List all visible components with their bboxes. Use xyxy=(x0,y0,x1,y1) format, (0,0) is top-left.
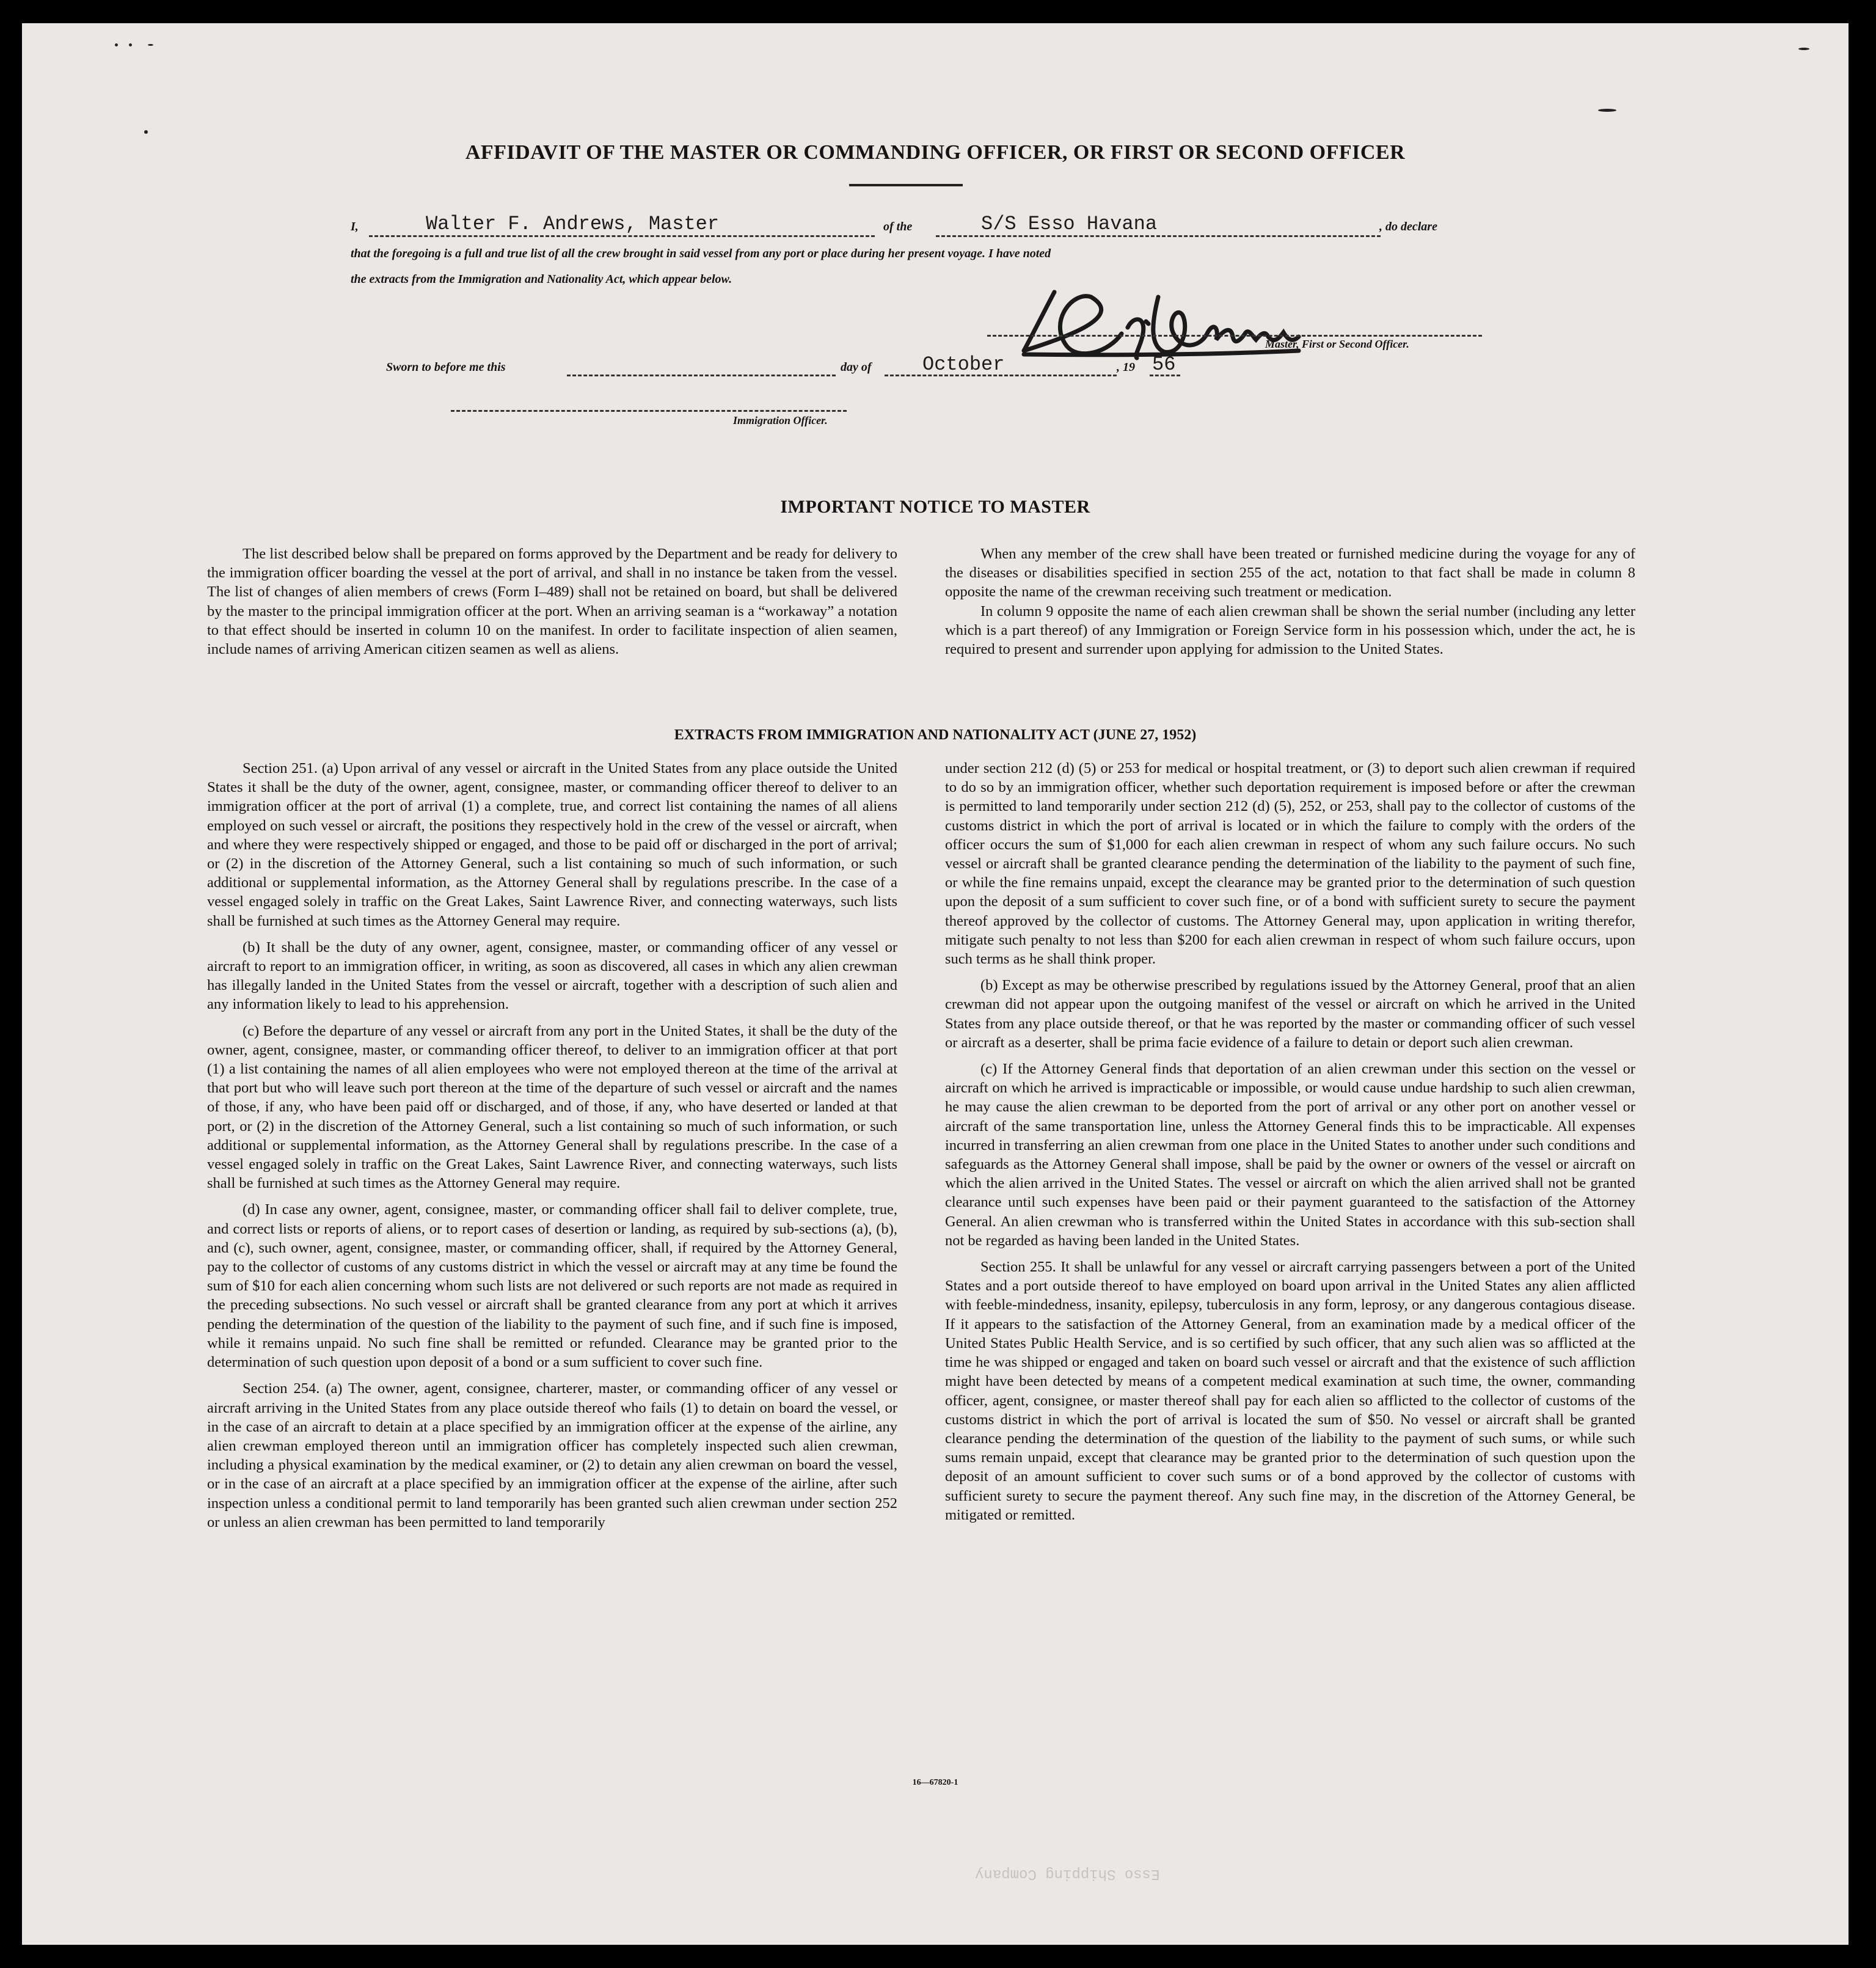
day-of-label: day of xyxy=(841,360,872,374)
scan-speck xyxy=(1798,48,1809,50)
notice-right-column xyxy=(945,544,1635,659)
declaration-line-1: that the foregoing is a full and true list of all the crew brought in said vessel from any port or place during her present voyage. I have noted xyxy=(351,247,1051,260)
year-prefix: , 19 xyxy=(1117,360,1135,374)
notice-title: IMPORTANT NOTICE TO MASTER xyxy=(780,497,1090,517)
notice-paragraph: When any member of the crew shall have been treated or furnished medicine during the voyage for any of the diseases or disabilities specified in section 255 of the act, notation to that fact shall be made in column 8 opposite the name of the crewman receiving such treatment or medication. xyxy=(945,546,1635,601)
section-251b: (b) It shall be the duty of any owner, agent, consignee, master, or commanding officer of any vessel or aircraft to report to an immigration officer, in writing, as soon as discovered, all cases in which any alien crewman has illegally landed in the United States from the vessel or aircraft, together with a description of such alien and any information likely to lead to his apprehension. xyxy=(207,938,897,1013)
name-line xyxy=(369,235,875,237)
do-declare-label: , do declare xyxy=(1379,220,1437,233)
vessel-name: S/S Esso Havana xyxy=(981,213,1158,235)
sworn-day-line xyxy=(567,375,836,376)
extracts-right-column xyxy=(945,759,1635,1524)
section-251c: (c) Before the departure of any vessel or aircraft from any port in the United States, it shall be the duty of the owner, agent, consignee, master, or commanding officer thereof, to deliver to an immigration officer at that port (1) a list containing the names of all alien employees who were not employed thereon at the time of the arrival at that port but who will leave such port thereon at the time of the departure of such vessel or aircraft and the names of those, if any, who have been paid off or discharged, and of those, if any, who have deserted or landed at that port, or (2) in the discretion of the Attorney General, such a list containing so much of such information, or such additional or supplemental information, as the Attorney General shall by regulations prescribe. In the case of a vessel engaged solely in traffic on the Great Lakes, Saint Lawrence River, and connecting waterways, such lists shall be furnished at such times as the Attorney General may require. xyxy=(207,1022,897,1192)
i-label: I, xyxy=(351,220,359,233)
section-255: Section 255. It shall be unlawful for any vessel or aircraft carrying passengers between a port of the United States and a port outside thereof to have employed on board upon arrival in the United States any alien afflicted with feeble-mindedness, insanity, epilepsy, tuberculosis in any form, leprosy, or any dangerous contagious disease. If it appears to the satisfaction of the Attorney General, from an examination made by a medical officer of the United States Public Health Service, and is so certified by such officer, that any such alien was so afflicted at the time he was shipped or engaged and taken on board such vessel or aircraft and that the existence of such affliction might have been detected by means of a competent medical examination at such time, the owner, commanding officer, agent, consignee, or master thereof shall pay for each alien so afflicted to the collector of customs of the customs district in which the port of arrival is located the sum of $50. No vessel or aircraft shall be granted clearance pending the determination of the question of the liability to the payment of such sums, or while such sums remain unpaid, except that clearance may be granted prior to the determination of such question upon the deposit of an amount sufficient to cover such sums or of a bond approved by the collector of customs with sufficient surety to secure the payment thereof. Any such fine may, in the discretion of the Attorney General, be mitigated or remitted. xyxy=(945,1259,1635,1523)
section-254a-continued: under section 212 (d) (5) or 253 for medical or hospital treatment, or (3) to deport such alien crewman if required to do so by an immigration officer, whether such deportation requirement is imposed before or after the crewman is permitted to land temporarily under section 212 (d) (5), 252, or 253, shall pay to the collector of customs of the customs district in which the port of arrival is located or in which the failure to comply with the orders of the officer occurs the sum of $1,000 for each alien crewman in respect of whom any such failure occurs. No such vessel or aircraft shall be granted clearance pending the determination of the liability to the payment of such fine, or while the fine remains unpaid, except the clearance may be granted prior to the determination of such question upon the deposit of a sum sufficient to cover such fine, or of a bond with sufficient surety to secure the payment thereof approved by the collector of customs. The Attorney General may, upon application in writing therefor, mitigate such penalty to not less than $200 for each alien crewman in respect of whom such failure occurs, upon such terms as he shall think proper. xyxy=(945,760,1635,968)
officer-label: Immigration Officer. xyxy=(733,414,828,426)
form-code: 16—67820-1 xyxy=(912,1778,958,1787)
sworn-month: October xyxy=(922,353,1005,376)
affidavit-title: AFFIDAVIT OF THE MASTER OR COMMANDING OFFICER, OR FIRST OR SECOND OFFICER xyxy=(465,141,1406,164)
bleed-through-text: Esso Shipping Company xyxy=(975,1865,1160,1882)
section-254c: (c) If the Attorney General finds that deportation of an alien crewman under this section on the vessel or aircraft on which he arrived is impracticable or impossible, or would cause undue hardship to such alien crewman, he may cause the alien crewman to be deported from the port of arrival or any other port on another vessel or aircraft of the same transportation line, unless the Attorney General finds this to be impracticable. All expenses incurred in transferring an alien crewman from one place in the United States to another under such conditions and safeguards as the Attorney General shall impose, shall be paid by the owner or owners of the vessel or aircraft on which the alien arrived in the United States. The vessel or aircraft on which the alien arrived shall not be granted clearance until such expenses have been paid or their payment guaranteed to the satisfaction of the Attorney General. An alien crewman who is transferred within the United States in accordance with this sub-section shall not be regarded as having been landed in the United States. xyxy=(945,1061,1635,1249)
section-251a: Section 251. (a) Upon arrival of any vessel or aircraft in the United States from any place outside the United States it shall be the duty of the owner, agent, consignee, master, or commanding officer thereof to deliver to an immigration officer at the port of arrival (1) a complete, true, and correct list containing the names of all aliens employed on such vessel or aircraft, the positions they respectively hold in the crew of the vessel or aircraft, when and where they were respectively shipped or engaged, and those to be paid off or discharged in the port of arrival; or (2) in the discretion of the Attorney General, such a list containing so much of such information, or such additional or supplemental information, as the Attorney General shall by regulations prescribe. In the case of a vessel engaged solely in traffic on the Great Lakes, Saint Lawrence River, and connecting waterways, such lists shall be furnished at such times as the Attorney General may require. xyxy=(207,760,897,929)
scan-speck xyxy=(1598,109,1616,112)
of-the-label: of the xyxy=(883,220,913,233)
sworn-label: Sworn to before me this xyxy=(386,360,506,374)
notice-paragraph: In column 9 opposite the name of each alien crewman shall be shown the serial number (including any letter which is a part thereof) of any Immigration or Foreign Service form in his possession which, under the act, he is required to present and surrender upon applying for admission to the United States. xyxy=(945,602,1635,658)
notice-paragraph: The list described below shall be prepared on forms approved by the Department and be ready for delivery to the immigration officer boarding the vessel at the port of arrival, and shall in no instance be taken from the vessel. The list of changes of alien members of crews (Form I–489) shall not be retained on board, but shall be delivered by the master to the principal immigration officer at the port. When an arriving seaman is a “workaway” a notation to that effect should be inserted in column 10 on the manifest. In order to facilitate inspection of alien seamen, include names of arriving American citizen seamen as well as aliens. xyxy=(207,546,897,658)
signature-line xyxy=(987,335,1482,337)
scan-speck xyxy=(129,43,132,46)
scan-speck xyxy=(115,43,118,46)
title-rule xyxy=(849,184,963,186)
vessel-line xyxy=(936,235,1381,237)
declaration-line-2: the extracts from the Immigration and Nationality Act, which appear below. xyxy=(351,273,732,286)
notice-left-column xyxy=(207,544,897,659)
extracts-title: EXTRACTS FROM IMMIGRATION AND NATIONALITY ACT (JUNE 27, 1952) xyxy=(674,727,1197,743)
section-254a: Section 254. (a) The owner, agent, consignee, charterer, master, or commanding officer of any vessel or aircraft arriving in the United States from any place outside thereof who fails (1) to detain on board the vessel, or in the case of an aircraft to detain at a place specified by an immigration officer at the expense of the airline, any alien crewman employed thereon until an immigration officer has completely inspected such alien crewman, including a physical examination by the medical examiner, or (2) to detain any alien crewman on board the vessel, or in the case of an aircraft at a place specified by an immigration officer at the expense of the airline, after such inspection unless a conditional permit to land temporarily has been granted such alien crewman under section 252 or unless an alien crewman has been permitted to land temporarily xyxy=(207,1380,897,1531)
sworn-year: 56 xyxy=(1152,353,1176,376)
scan-speck xyxy=(148,44,153,46)
scan-speck xyxy=(144,130,148,134)
section-251d: (d) In case any owner, agent, consignee, master, or commanding officer shall fail to deliver complete, true, and correct lists or reports of aliens, or to report cases of desertion or landing, as required by sub-sections (a), (b), and (c), such owner, agent, consignee, master, or commanding officer, shall, if required by the Attorney General, pay to the collector of customs of any customs district in which the vessel or aircraft may at any time be found the sum of $10 for each alien concerning whom such lists are not delivered or such reports are not made as required in the preceding subsections. No such vessel or aircraft shall be granted clearance from any port at which it arrives pending the determination of the question of the liability to the payment of such fine, and if such fine is imposed, while it remains unpaid. No such fine shall be remitted or refunded. Clearance may be granted prior to the determination of such question upon deposit of a bond or a sum sufficient to cover such fine. xyxy=(207,1201,897,1371)
signature-title: Master, First or Second Officer. xyxy=(1265,338,1409,350)
section-254b: (b) Except as may be otherwise prescribed by regulations issued by the Attorney General, proof that an alien crewman did not appear upon the outgoing manifest of the vessel or aircraft on which he arrived in the United States from any place outside thereof, or that he was reported by the master or commanding officer of such vessel or aircraft as a deserter, shall be prima facie evidence of a failure to detain or deport such alien crewman. xyxy=(945,977,1635,1051)
affidavit-page xyxy=(22,23,1849,1945)
officer-signature-line xyxy=(451,410,847,412)
extracts-left-column xyxy=(207,759,897,1532)
master-signature xyxy=(1006,279,1445,370)
master-name: Walter F. Andrews, Master xyxy=(426,213,720,235)
